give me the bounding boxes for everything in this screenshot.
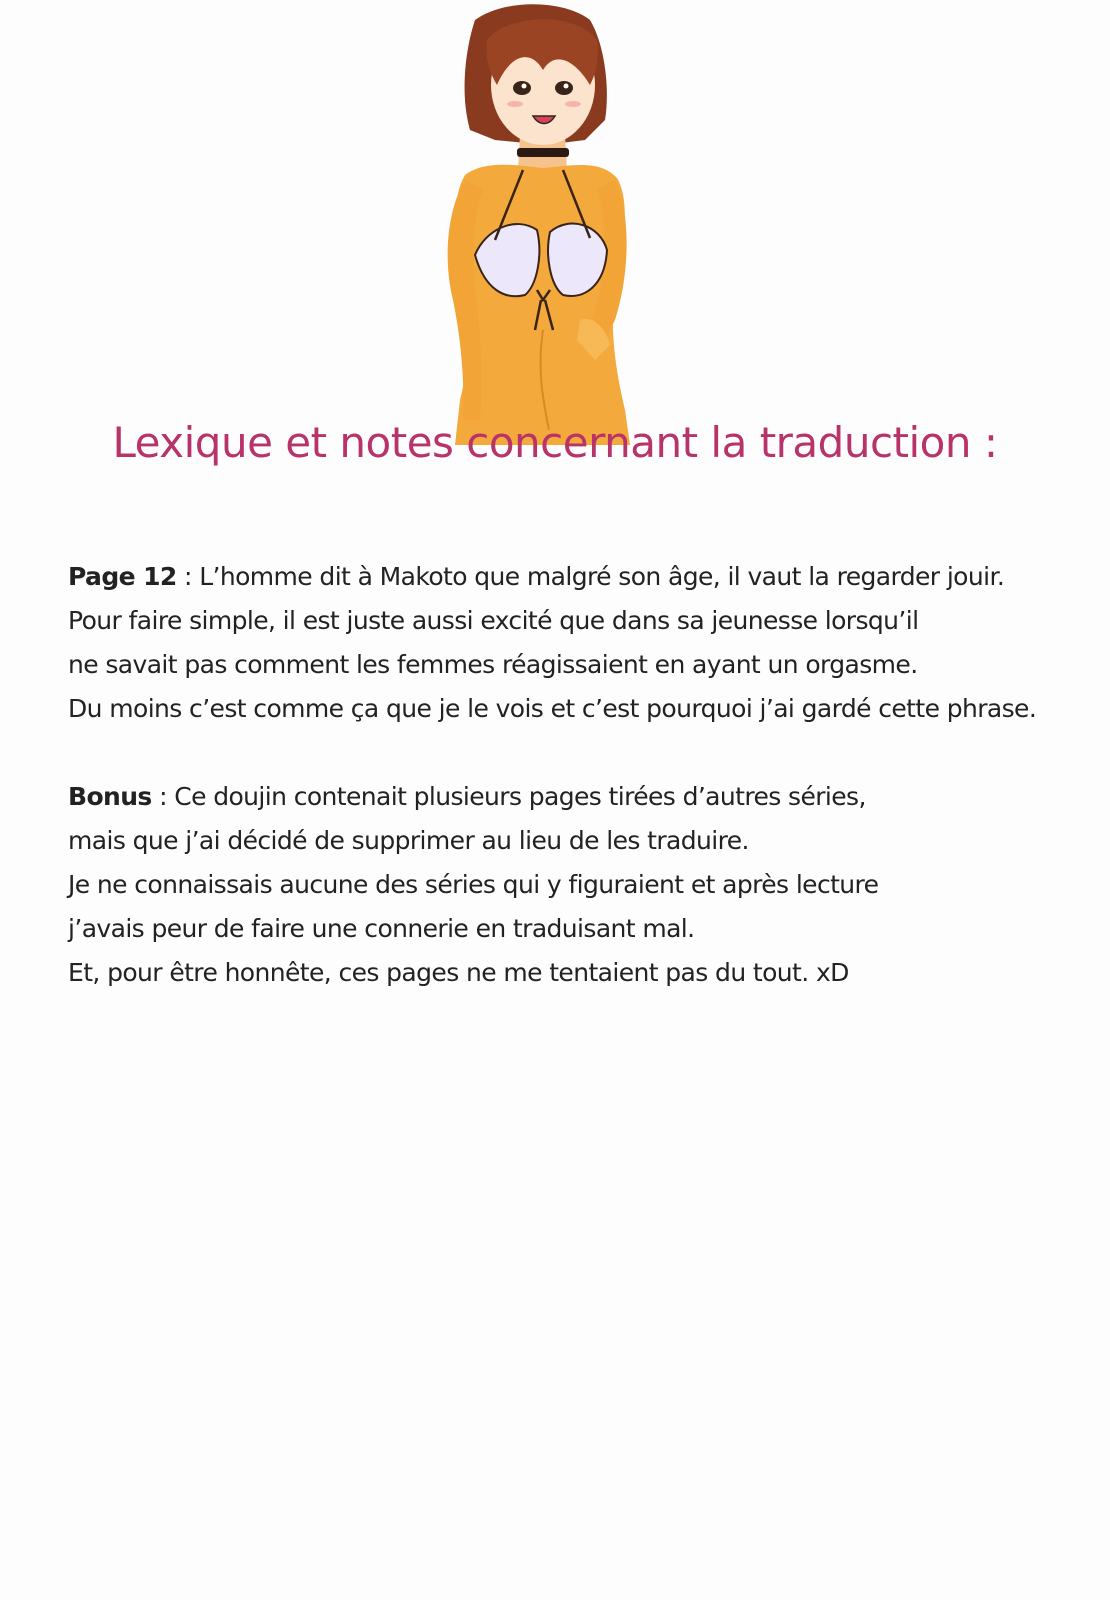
note-text: : L’homme dit à Makoto que malgré son âge, il vaut la regarder jouir. xyxy=(176,562,1005,591)
note-bonus xyxy=(68,775,1078,995)
note-first-line xyxy=(68,555,1078,599)
note-first-line xyxy=(68,775,1078,819)
eye-right xyxy=(555,81,573,95)
note-line: Pour faire simple, il est juste aussi excité que dans sa jeunesse lorsqu’il xyxy=(68,606,919,635)
character-illustration xyxy=(425,0,660,445)
note-line: Du moins c’est comme ça que je le vois et c’est pourquoi j’ai gardé cette phrase. xyxy=(68,694,1037,723)
note-text: : Ce doujin contenait plusieurs pages tirées d’autres séries, xyxy=(151,782,866,811)
note-label: Page 12 xyxy=(68,562,177,591)
note-line: Et, pour être honnête, ces pages ne me tentaient pas du tout. xD xyxy=(68,958,849,987)
note-line: j’avais peur de faire une connerie en traduisant mal. xyxy=(68,914,695,943)
note-page-12 xyxy=(68,555,1078,731)
note-line: Je ne connaissais aucune des séries qui y figuraient et après lecture xyxy=(68,870,879,899)
page-title: Lexique et notes concernant la traduction : xyxy=(112,418,998,467)
choker xyxy=(517,148,569,157)
note-line: ne savait pas comment les femmes réagissaient en ayant un orgasme. xyxy=(68,650,918,679)
blush-right xyxy=(565,101,581,107)
note-line: mais que j’ai décidé de supprimer au lieu de les traduire. xyxy=(68,826,749,855)
translation-notes xyxy=(68,555,1078,1039)
eye-left xyxy=(513,81,531,95)
blush-left xyxy=(507,101,523,107)
note-label: Bonus xyxy=(68,782,152,811)
